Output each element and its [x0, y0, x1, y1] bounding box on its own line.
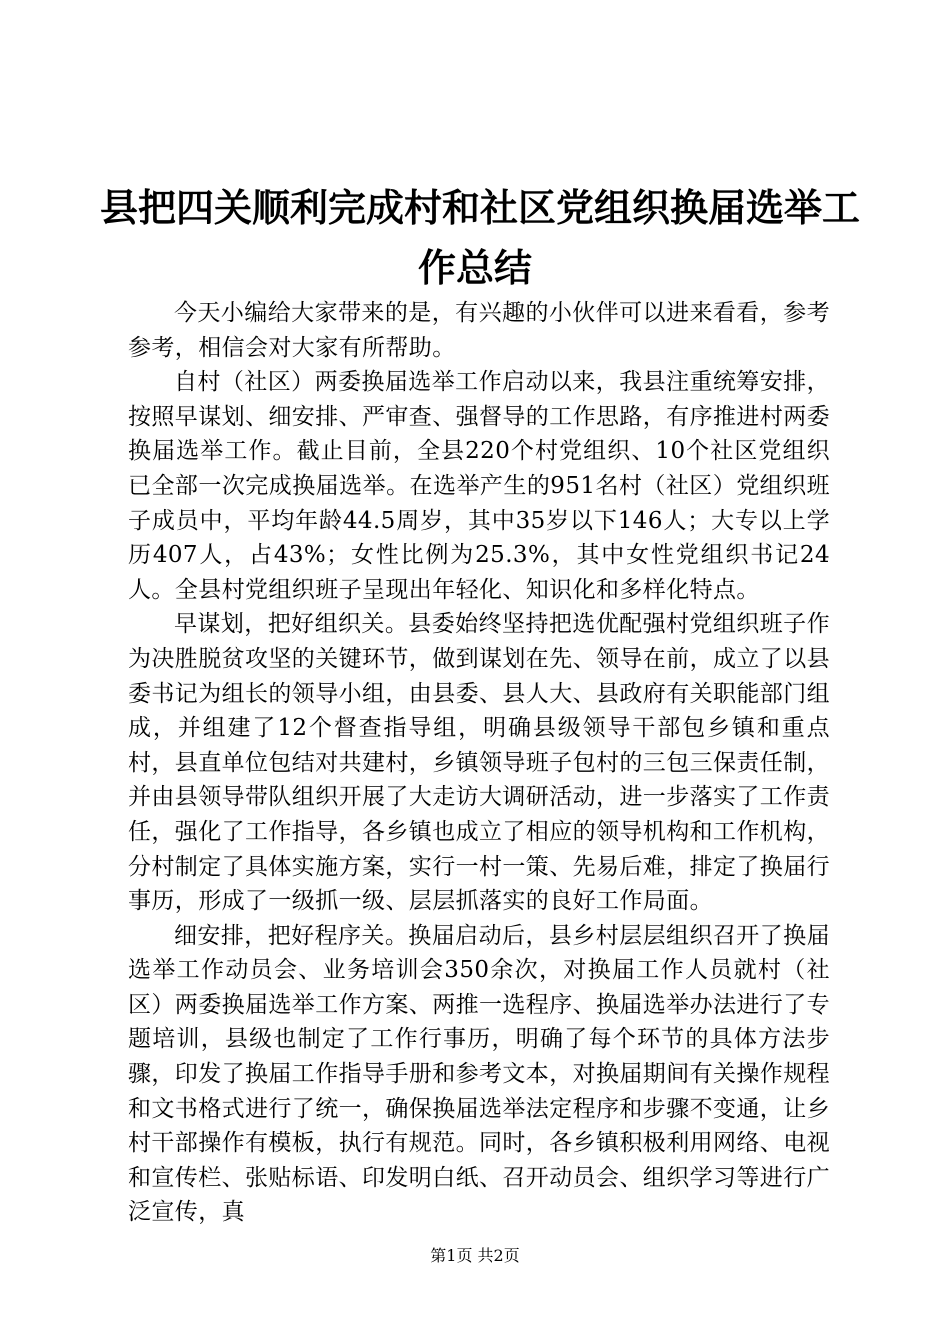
paragraph-overview: 自村（社区）两委换届选举工作启动以来，我县注重统筹安排，按照早谋划、细安排、严审查、强督导的工作思路，有序推进村两委换届选举工作。截止目前，全县220个村党组织、10个社区党组织已全部一次完成换届选举。在选举产生的951名村（社区）党组织班子成员中，平均年龄44.5周岁，其中35岁以下146人；大专以上学历407人，占43%；女性比例为25.3%，其中女性党组织书记24人。全县村党组织班子呈现出年轻化、知识化和多样化特点。: [128, 369, 830, 603]
document-title-line-1: 县把四关顺利完成村和社区党组织换届选举工: [100, 185, 861, 230]
document-title-line-2: 作总结: [417, 245, 532, 290]
paragraph-planning: 早谋划，把好组织关。县委始终坚持把选优配强村党组织班子作为决胜脱贫攻坚的关键环节，做到谋划在先、领导在前，成立了以县委书记为组长的领导小组，由县委、县人大、县政府有关职能部门组成，并组建了12个督查指导组，明确县级领导干部包乡镇和重点村，县直单位包结对共建村，乡镇领导班子包村的三包三保责任制，并由县领导带队组织开展了大走访大调研活动，进一步落实了工作责任，强化了工作指导，各乡镇也成立了相应的领导机构和工作机构，分村制定了具体实施方案，实行一村一策、先易后难，排定了换届行事历，形成了一级抓一级、层层抓落实的良好工作局面。: [128, 611, 830, 915]
document-body: [128, 296, 830, 1230]
paragraph-intro: 今天小编给大家带来的是，有兴趣的小伙伴可以进来看看，参考参考，相信会对大家有所帮助。: [128, 300, 830, 361]
page-footer: 第1页 共2页: [430, 1246, 520, 1265]
paragraph-procedure: 细安排，把好程序关。换届启动后，县乡村层层组织召开了换届选举工作动员会、业务培训会350余次，对换届工作人员就村（社区）两委换届选举工作方案、两推一选程序、换届选举办法进行了专题培训，县级也制定了工作行事历，明确了每个环节的具体方法步骤，印发了换届工作指导手册和参考文本，对换届期间有关操作规程和文书格式进行了统一，确保换届选举法定程序和步骤不变通，让乡村干部操作有模板，执行有规范。同时，各乡镇积极利用网络、电视和宣传栏、张贴标语、印发明白纸、召开动员会、组织学习等进行广泛宣传，真: [128, 922, 830, 1226]
